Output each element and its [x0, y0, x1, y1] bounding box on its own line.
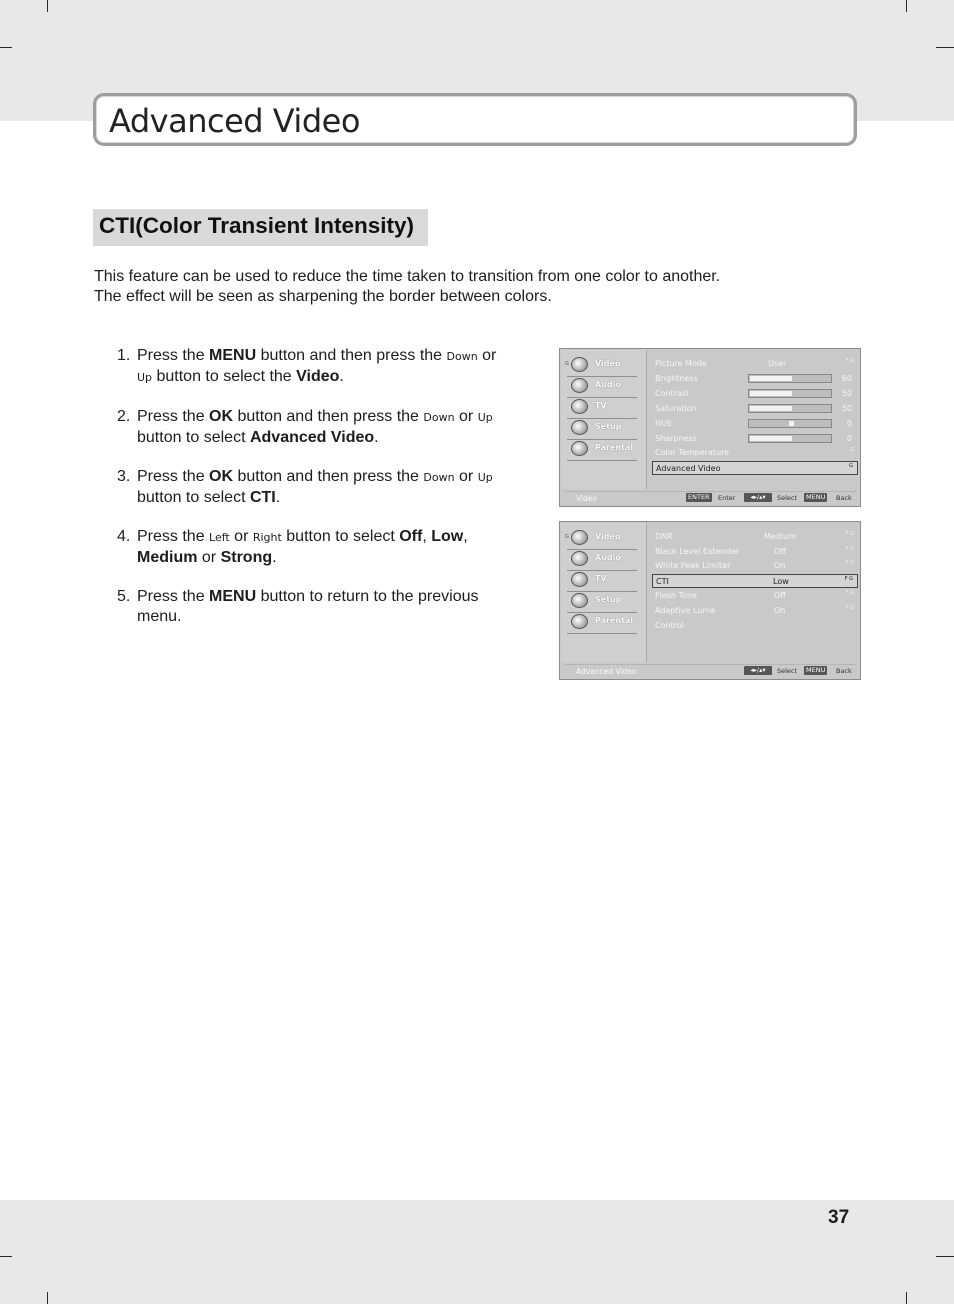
setting-row	[652, 417, 858, 431]
setting-row	[652, 432, 858, 446]
nav-arrows-icon: ◂▸/▴▾	[744, 666, 772, 675]
level-fill	[750, 391, 792, 396]
level-bar	[748, 389, 832, 398]
setting-label: Flesh Tone	[655, 591, 697, 600]
step-text: .	[339, 368, 344, 385]
menu-tab-label: Setup	[595, 595, 622, 604]
menu-footer	[564, 491, 856, 504]
level-fill	[750, 376, 792, 381]
enter-hint: Enter	[718, 494, 736, 502]
menu-key: MENU	[806, 666, 826, 674]
menu-tab-label: Audio	[595, 380, 621, 389]
up-key-label: Up	[477, 411, 493, 424]
up-key-label: Up	[137, 371, 153, 384]
setting-row	[652, 619, 858, 633]
advanced-video-settings-list	[652, 530, 858, 660]
menu-key: MENU	[806, 493, 826, 501]
setting-flag: F G	[845, 546, 854, 552]
crop-mark	[47, 0, 48, 12]
setting-flag: F G	[845, 605, 854, 611]
setting-value: User	[768, 359, 787, 368]
setting-row	[652, 357, 858, 371]
menu-tab-audio	[567, 377, 637, 398]
setting-row	[652, 589, 858, 603]
step-1	[117, 346, 527, 388]
setting-label: Adaptive Luma	[655, 606, 716, 615]
setting-number: 0	[846, 419, 852, 428]
right-key-label: Right	[252, 531, 282, 544]
step-text: .	[275, 489, 281, 506]
step-text: button to select	[137, 429, 250, 446]
step-text: button to select	[281, 528, 400, 545]
setting-value: On	[774, 561, 786, 570]
back-hint: Back	[836, 667, 852, 675]
video-icon	[571, 530, 588, 545]
setup-icon	[571, 420, 588, 435]
level-bar	[748, 434, 832, 443]
setting-value: Medium	[764, 532, 796, 541]
corner-label: G	[565, 534, 569, 540]
step-text: Press the	[137, 528, 210, 545]
setting-row	[652, 372, 858, 386]
setting-value: Off	[774, 591, 786, 600]
setting-flag: F G	[845, 358, 854, 364]
menu-tab-video	[567, 529, 637, 550]
enter-key: ENTER	[688, 493, 710, 501]
page-title-box	[93, 93, 857, 146]
step-keyword: Low	[431, 528, 464, 545]
setting-label: Sharpness	[655, 434, 697, 443]
setting-number: 60	[841, 374, 852, 383]
step-number: 1.	[117, 347, 131, 364]
setting-row-selected	[652, 461, 858, 475]
step-4	[117, 527, 527, 568]
setting-flag: G	[850, 447, 854, 453]
setting-value: Off	[774, 547, 786, 556]
steps-list	[117, 346, 527, 646]
step-text: ,	[422, 528, 432, 545]
footer-title: Video	[576, 494, 598, 503]
step-text: or	[454, 468, 478, 485]
step-keyword: MENU	[209, 588, 257, 605]
setting-label: Saturation	[655, 404, 697, 413]
setting-label: Contrast	[655, 389, 690, 398]
setting-flag: F G	[844, 576, 853, 582]
step-keyword: Video	[296, 368, 340, 385]
crop-mark	[0, 47, 12, 48]
step-text: or	[197, 549, 221, 566]
tv-icon	[571, 572, 588, 587]
setting-label: Black Level Extender	[655, 547, 740, 556]
step-text: button to select	[137, 489, 250, 506]
parental-icon	[571, 441, 588, 456]
section-title: CTI(Color Transient Intensity)	[99, 213, 415, 238]
page-title: Advanced Video	[109, 102, 360, 140]
page-number: 37	[828, 1207, 850, 1228]
setting-number: 0	[846, 434, 852, 443]
intro-text	[94, 267, 794, 307]
step-number: 3.	[117, 468, 131, 485]
level-knob	[789, 421, 794, 426]
menu-tab-label: Video	[595, 532, 621, 541]
setting-value: On	[774, 606, 786, 615]
setting-row	[652, 604, 858, 618]
menu-tab-label: TV	[595, 574, 607, 583]
step-2	[117, 407, 527, 448]
setting-number: 50	[841, 404, 852, 413]
menu-tab-label: Audio	[595, 553, 621, 562]
crop-mark	[936, 47, 954, 48]
setting-number: 50	[841, 389, 852, 398]
crop-mark	[0, 1256, 12, 1257]
step-keyword: OK	[209, 408, 234, 425]
menu-tab-setup	[567, 419, 637, 440]
select-hint: Select	[777, 494, 798, 502]
step-keyword: Strong	[220, 549, 273, 566]
setting-flag: F G	[845, 531, 854, 537]
menu-tab-audio	[567, 550, 637, 571]
menu-tab-tv	[567, 398, 637, 419]
menu-tab-tv	[567, 571, 637, 592]
menu-tab-label: Setup	[595, 422, 622, 431]
setting-row-selected	[652, 574, 858, 588]
setting-label: Picture Mode	[655, 359, 707, 368]
intro-line-2: The effect will be seen as sharpening the border between colors.	[94, 288, 552, 305]
step-number: 2.	[117, 408, 131, 425]
menu-tab-label: TV	[595, 401, 607, 410]
step-keyword: OK	[209, 468, 234, 485]
level-bar	[748, 404, 832, 413]
section-heading-box	[93, 209, 428, 246]
step-text: Press the	[137, 588, 210, 605]
intro-line-1: This feature can be used to reduce the time taken to transition from one color to another.	[94, 268, 721, 285]
audio-icon	[571, 378, 588, 393]
setting-label: Advanced Video	[656, 464, 721, 473]
level-fill	[750, 406, 792, 411]
menu-tab-parental	[567, 440, 637, 461]
step-keyword: MENU	[209, 347, 257, 364]
step-text: button and then press the	[256, 347, 447, 364]
crop-mark	[906, 0, 907, 12]
setting-label: Control	[655, 621, 684, 630]
video-icon	[571, 357, 588, 372]
setting-flag: F G	[845, 590, 854, 596]
down-key-label: Down	[446, 350, 478, 363]
step-3	[117, 467, 527, 508]
setting-row	[652, 545, 858, 559]
setup-icon	[571, 593, 588, 608]
step-text: Press the	[137, 468, 210, 485]
setting-label: Color Temperature	[655, 448, 730, 457]
select-hint: Select	[777, 667, 798, 675]
video-settings-list	[652, 357, 858, 487]
menu-footer	[564, 664, 856, 677]
setting-row	[652, 402, 858, 416]
setting-label: HUE	[655, 419, 672, 428]
step-text: button and then press the	[233, 468, 424, 485]
footer-band	[0, 1200, 954, 1304]
setting-row	[652, 387, 858, 401]
step-keyword: Advanced Video	[249, 429, 375, 446]
nav-arrows-icon: ◂▸/▴▾	[744, 493, 772, 502]
step-text: .	[272, 549, 277, 566]
step-keyword: Off	[399, 528, 423, 545]
setting-flag: F G	[845, 560, 854, 566]
setting-row	[652, 446, 858, 460]
level-bar	[748, 419, 832, 428]
crop-mark	[936, 1256, 954, 1257]
step-text: button to return to the previous menu.	[137, 588, 479, 625]
menu-tabs	[561, 523, 647, 662]
crop-mark	[906, 1292, 907, 1304]
level-bar	[748, 374, 832, 383]
setting-label: White Peak Limiter	[655, 561, 731, 570]
menu-tab-setup	[567, 592, 637, 613]
step-keyword: Medium	[137, 549, 198, 566]
setting-flag: G	[849, 463, 853, 469]
step-text: ,	[463, 528, 468, 545]
up-key-label: Up	[477, 471, 493, 484]
down-key-label: Down	[423, 411, 455, 424]
setting-label: Brightness	[655, 374, 698, 383]
down-key-label: Down	[423, 471, 455, 484]
menu-tab-label: Parental	[595, 616, 634, 625]
setting-label: DNR	[655, 532, 673, 541]
audio-icon	[571, 551, 588, 566]
setting-row	[652, 559, 858, 573]
menu-tabs	[561, 350, 647, 489]
menu-tab-label: Parental	[595, 443, 634, 452]
step-text: button and then press the	[233, 408, 424, 425]
parental-icon	[571, 614, 588, 629]
step-text: Press the	[137, 347, 210, 364]
step-number: 4.	[117, 528, 131, 545]
step-text: Press the	[137, 408, 210, 425]
setting-row	[652, 530, 858, 544]
step-number: 5.	[117, 588, 131, 605]
video-menu-screenshot	[559, 348, 861, 507]
step-text: or	[454, 408, 478, 425]
back-hint: Back	[836, 494, 852, 502]
level-fill	[750, 436, 792, 441]
step-keyword: CTI	[249, 489, 276, 506]
tv-icon	[571, 399, 588, 414]
setting-value: Low	[773, 577, 789, 586]
footer-title: Advanced Video	[576, 667, 637, 676]
crop-mark	[47, 1292, 48, 1304]
left-key-label: Left	[209, 531, 230, 544]
corner-label: G	[565, 361, 569, 367]
step-text: or	[477, 347, 497, 364]
step-text: .	[374, 429, 379, 446]
step-5	[117, 587, 527, 627]
setting-label: CTI	[656, 577, 669, 586]
menu-tab-parental	[567, 613, 637, 634]
step-text: button to select the	[152, 368, 297, 385]
menu-tab-video	[567, 356, 637, 377]
step-text: or	[229, 528, 253, 545]
menu-tab-label: Video	[595, 359, 621, 368]
advanced-video-menu-screenshot	[559, 521, 861, 680]
